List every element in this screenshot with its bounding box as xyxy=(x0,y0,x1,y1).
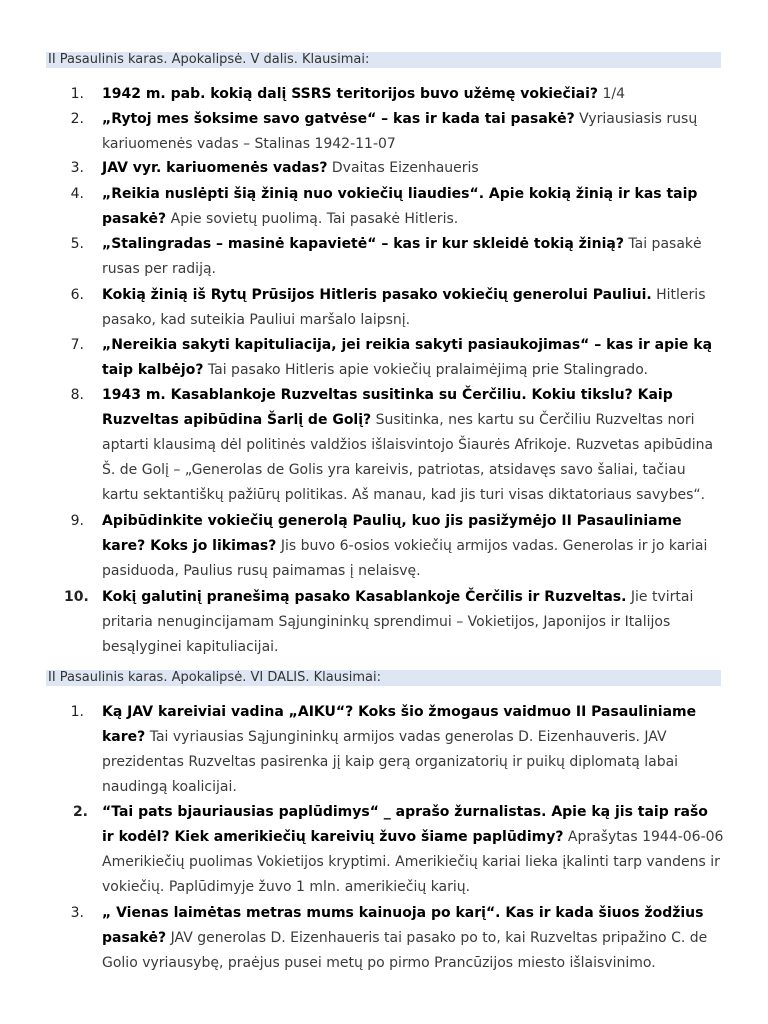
item-text xyxy=(102,232,724,282)
item-number: 1. xyxy=(70,704,84,720)
item-text xyxy=(102,901,724,976)
section-header-part-6: II Pasaulinis karas. Apokalipsė. VI DALIS. Klausimai: xyxy=(46,670,721,686)
item-text xyxy=(102,82,724,107)
item-text xyxy=(102,585,724,660)
answer-text: Dvaitas Eizenhaueris xyxy=(327,160,479,176)
answer-text: Hitleris pasako, kad suteikia Pauliui maršalo laipsnį. xyxy=(102,287,706,328)
item-text xyxy=(102,383,724,508)
answer-text: Tai vyriausias Sąjungininkų armijos vadas generolas D. Eizenhauveris. JAV prezidentas Ruzveltas pasirenka jį kaip gerą organizatorių ir puikų diplomatą labai naudingą koalicijai. xyxy=(102,729,679,795)
item-text xyxy=(102,156,724,181)
item-text xyxy=(102,509,724,584)
item-number: 3. xyxy=(70,905,84,921)
item-text xyxy=(102,283,724,333)
answer-text: Tai pasako Hitleris apie vokiečių pralaimėjimą prie Stalingrado. xyxy=(203,362,648,378)
question-text: „Nereikia sakyti kapituliacija, jei reikia sakyti pasiaukojimas“ – kas ir apie ką taip kalbėjo? xyxy=(102,337,713,378)
answer-text: JAV generolas D. Eizenhaueris tai pasako po to, kai Ruzveltas pripažino C. de Golio vyriausybę, praėjus pusei metų po pirmo Prancūzijos miesto išlaisvinimo. xyxy=(102,930,708,971)
question-text: 1942 m. pab. kokią dalį SSRS teritorijos buvo užėmę vokiečiai? xyxy=(102,86,599,102)
item-number: 3. xyxy=(70,160,84,176)
answer-text: Apie sovietų puolimą. Tai pasakė Hitleris. xyxy=(166,211,459,227)
question-text: Kokią žinią iš Rytų Prūsijos Hitleris pasako vokiečių generolui Pauliui. xyxy=(102,287,652,303)
answer-text: Susitinka, nes kartu su Čerčiliu Ruzveltas nori aptarti klausimą dėl politinės valdžios išlaisvintojo Šiaurės Afrikoje. Ruzvetas apibūdina Š. de Golį – „Generolas de Golis yra kareivis, patriotas, atsidavęs savo šaliai, tačiau kartu sektantiškų pažiūrų politikas. Aš manau, kad jis turi visas diktatoriaus savybes“. xyxy=(102,412,714,503)
question-text: 1943 m. Kasablankoje Ruzveltas susitinka su Čerčiliu. Kokiu tikslu? Kaip Ruzveltas apibūdina Šarlį de Golį? xyxy=(102,387,673,428)
question-text: „Stalingradas – masinė kapavietė“ – kas ir kur skleidė tokią žinią? xyxy=(102,236,624,252)
answer-text: Aprašytas 1944-06-06 Amerikiečių puolimas Vokietijos kryptimi. Amerikiečių kariai lieka įkalinti tarp vandens ir vokiečių. Paplūdimyje žuvo 1 mln. amerikiečių karių. xyxy=(102,829,724,895)
question-text: JAV vyr. kariuomenės vadas? xyxy=(102,160,328,176)
item-number: 10. xyxy=(64,589,89,605)
item-number: 5. xyxy=(70,236,84,252)
item-number: 6. xyxy=(70,287,84,303)
item-number: 8. xyxy=(70,387,84,403)
item-number: 7. xyxy=(70,337,84,353)
section-header-part-5: II Pasaulinis karas. Apokalipsė. V dalis. Klausimai: xyxy=(46,52,721,68)
answer-text: Jis buvo 6-osios vokiečių armijos vadas. Generolas ir jo kariai pasiduoda, Paulius rusų paimamas į nelaisvę. xyxy=(102,538,708,579)
item-text xyxy=(102,107,724,157)
question-text: Ką JAV kareiviai vadina „AIKU“? Koks šio žmogaus vaidmuo II Pasauliniame kare? xyxy=(102,704,697,745)
answer-text: 1/4 xyxy=(598,86,625,102)
item-text xyxy=(102,800,724,900)
question-text: „Reikia nuslėpti šią žinią nuo vokiečių liaudies“. Apie kokią žinią ir kas taip pasakė? xyxy=(102,186,698,227)
answer-text: Jie tvirtai pritaria nenugincijamam Sąjungininkų sprendimui – Vokietijos, Japonijos ir Italijos besąlyginei kapituliacijai. xyxy=(102,589,694,655)
question-text: Apibūdinkite vokiečių generolą Paulių, kuo jis pasižymėjo II Pasauliniame kare? Koks jo likimas? xyxy=(102,513,682,554)
question-text: „ Vienas laimėtas metras mums kainuoja po karį“. Kas ir kada šiuos žodžius pasakė? xyxy=(102,905,704,946)
item-number: 1. xyxy=(70,86,84,102)
question-text: Kokį galutinį pranešimą pasako Kasablankoje Čerčilis ir Ruzveltas. xyxy=(102,589,627,605)
answer-text: Vyriausiasis rusų kariuomenės vadas – Stalinas 1942-11-07 xyxy=(102,111,698,152)
item-number: 4. xyxy=(70,186,84,202)
answer-text: Tai pasakė rusas per radiją. xyxy=(102,236,702,277)
question-text: “Tai pats bjauriausias paplūdimys“ _ aprašo žurnalistas. Apie ką jis taip rašo ir kodėl? Kiek amerikiečių kareivių žuvo šiame paplūdimy? xyxy=(102,804,708,845)
item-text xyxy=(102,700,724,800)
question-text: „Rytoj mes šoksime savo gatvėse“ – kas ir kada tai pasakė? xyxy=(102,111,575,127)
item-number: 9. xyxy=(70,513,84,529)
item-text xyxy=(102,333,724,383)
item-number: 2. xyxy=(72,804,88,820)
item-number: 2. xyxy=(70,111,84,127)
item-text xyxy=(102,182,724,232)
